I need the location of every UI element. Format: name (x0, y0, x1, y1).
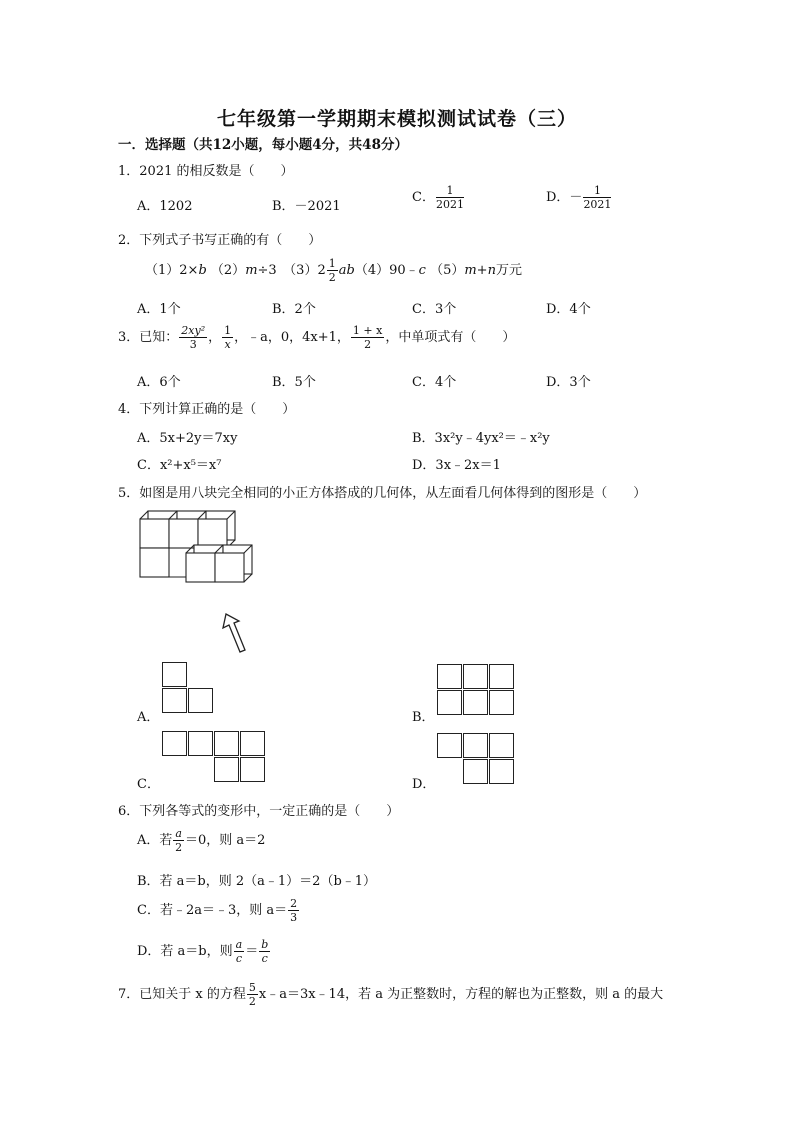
q5-option-a-figure (162, 662, 216, 716)
q2-option-a: A．1个 (137, 302, 181, 317)
q3-option-c: C．4个 (412, 375, 457, 390)
q6-option-a-fraction: $\frac{a}{2}$ (175, 827, 183, 854)
q5-option-a-label: A． (137, 710, 160, 725)
question-6-stem: 6．下列各等式的变形中，一定正确的是（ ） (118, 804, 400, 819)
q5-option-c-figure (162, 731, 268, 785)
q4-option-a: A．5x+2y＝7xy (137, 431, 238, 446)
q6-option-c: C．若﹣2a＝﹣3，则 a＝ $\frac{2}{3}$ (137, 897, 298, 924)
q7-fraction: $\frac{5}{2}$ (248, 981, 256, 1008)
section-heading: 一．选择题（共12小题，每小题4分，共48分） (118, 137, 408, 153)
q6-option-b: B．若 a＝b，则 2（a﹣1）＝2（b﹣1） (137, 874, 377, 889)
q6-option-d-fraction-2: $\frac{b}{c}$ (261, 938, 269, 965)
q1-option-d-label: D．－ (546, 190, 583, 205)
q4-option-d: D．3x﹣2x＝1 (412, 458, 501, 473)
q6-option-a: A．若 $\frac{a}{2}$ ＝0，则 a＝2 (137, 827, 266, 854)
q2-expressions: （1）2×b （2）m÷3 （3）2 $\frac{1}{2}$ ab（4）90﹣c （5）m+n万元 (145, 257, 522, 284)
q1-option-a: A．1202 (137, 199, 193, 214)
q5-option-b-label: B． (412, 710, 435, 725)
q4-option-c: C．x²+x⁵＝x⁷ (137, 458, 222, 473)
q2-option-d: D．4个 (546, 302, 591, 317)
q1-option-c-label: C． (412, 190, 435, 205)
q1-option-d (546, 185, 612, 210)
q2-option-c: C．3个 (412, 302, 457, 317)
page-title: 七年级第一学期期末模拟测试试卷（三） (216, 108, 577, 130)
q6-option-d-fraction-1: $\frac{a}{c}$ (235, 938, 243, 965)
question-5-stem: 5．如图是用八块完全相同的小正方体搭成的几何体，从左面看几何体得到的图形是（ ） (118, 486, 647, 501)
q3-fraction-1: $\frac{\text{2xy²}}{3}$ (181, 324, 206, 351)
q3-fraction-2: $\frac{1}{x}$ (224, 324, 232, 351)
q1-option-c-fraction: $\frac{1}{2021}$ (435, 184, 464, 211)
q1-option-c (412, 185, 465, 210)
question-4-stem: 4．下列计算正确的是（ ） (118, 402, 296, 417)
q2-option-b: B．2个 (272, 302, 316, 317)
q6-option-d: D．若 a＝b，则 $\frac{a}{c}$ ＝ $\frac{b}{c}$ (137, 938, 269, 965)
q3-option-d: D．3个 (546, 375, 591, 390)
question-7-stem: 7．已知关于 x 的方程 $\frac{5}{2}$ x﹣a＝3x﹣14，若 a 为正整数时，方程的解也为正整数，则 a 的最大 (118, 981, 664, 1008)
q5-option-b-figure (437, 664, 517, 718)
q2-mixed-fraction: $\frac{1}{2}$ (328, 257, 336, 284)
question-1-stem: 1．2021 的相反数是（ ） (118, 164, 294, 179)
q5-option-c-label: C． (137, 777, 160, 792)
q3-option-a: A．6个 (137, 375, 181, 390)
cube-solid-figure (136, 505, 256, 600)
q5-option-d-label: D． (412, 777, 436, 792)
question-3-stem: 3．已知： $\frac{\text{2xy²}}{3}$ ， $\frac{1}{x}$ ，﹣a，0，4x+1， $\frac{1 + x}{2}$ ，中单项式有（ ） (118, 324, 516, 351)
q3-option-b: B．5个 (272, 375, 316, 390)
question-2-stem: 2．下列式子书写正确的有（ ） (118, 233, 322, 248)
q4-option-b: B．3x²y﹣4yx²＝﹣x²y (412, 431, 550, 446)
q5-option-d-figure (437, 733, 517, 787)
q1-option-d-fraction: $\frac{1}{2021}$ (583, 184, 612, 211)
q3-fraction-3: $\frac{1 + x}{2}$ (352, 324, 383, 351)
view-direction-arrow-icon (220, 612, 250, 656)
q6-option-c-fraction: $\frac{2}{3}$ (290, 897, 298, 924)
q1-option-b: B．－2021 (272, 199, 341, 214)
